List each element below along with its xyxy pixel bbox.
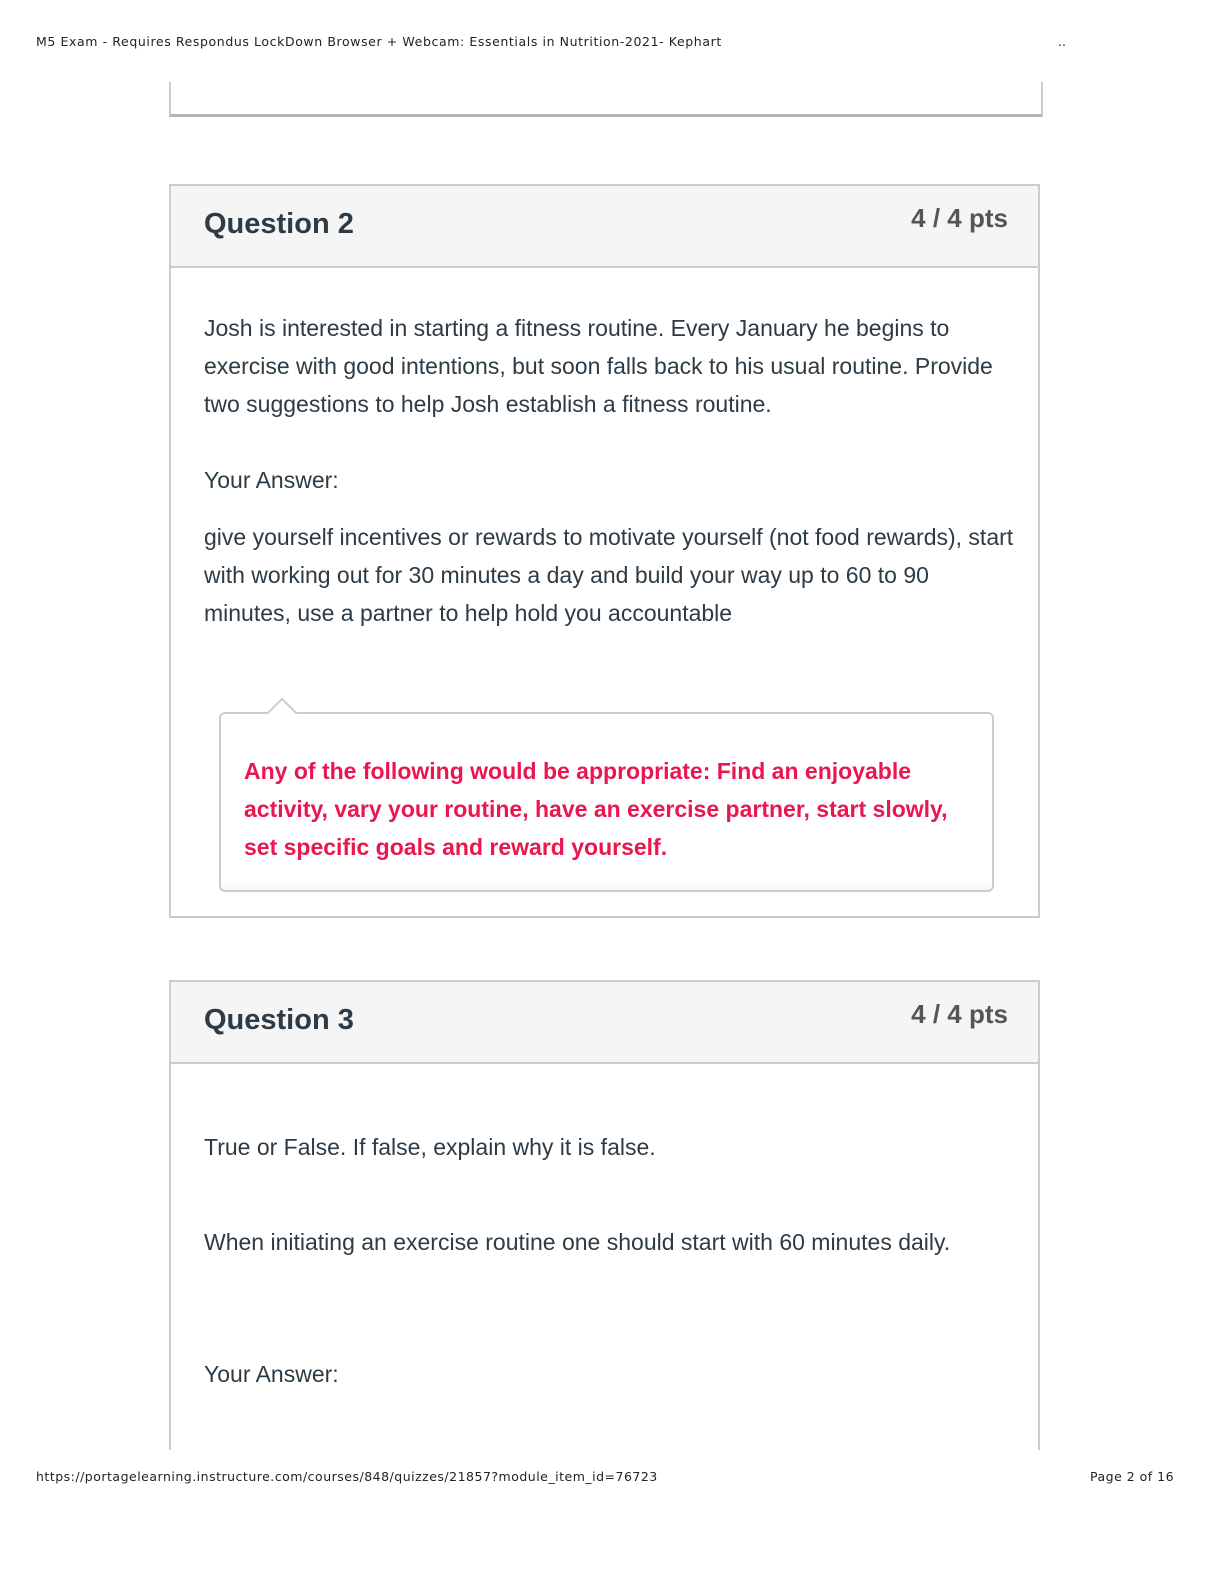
question-title: Question 3 [204,1004,354,1036]
question-prompt: Josh is interested in starting a fitness routine. Every January he begins to exercise with good intentions, but soon falls back to his usual routine. Provide two suggestions to help Josh establish a fitness routine. [204,315,993,417]
question-title: Question 2 [204,208,354,240]
print-header-ellipsis: .. [1058,34,1066,49]
previous-question-box-bottom [169,82,1043,117]
print-footer-url: https://portagelearning.instructure.com/courses/848/quizzes/21857?module_item_id=76723 [36,1469,658,1484]
answer-label: Your Answer: [204,1361,339,1387]
print-footer-page-number: Page 2 of 16 [1090,1469,1175,1484]
question-points: 4 / 4 pts [911,999,1008,1029]
question-points: 4 / 4 pts [911,203,1008,233]
print-header-title: M5 Exam - Requires Respondus LockDown Browser + Webcam: Essentials in Nutrition-2021- Kephart [36,34,722,49]
comment-pointer [266,697,297,728]
student-answer: give yourself incentives or rewards to motivate yourself (not food rewards), start with working out for 30 minutes a day and build your way up to 60 to 90 minutes, use a partner to help hold you accountable [204,524,1014,626]
question-instruction: True or False. If false, explain why it is false. [204,1134,656,1160]
question-statement: When initiating an exercise routine one should start with 60 minutes daily. [204,1229,951,1255]
grader-comment-box [219,712,994,892]
question-card-2 [169,184,1040,918]
question-header [171,982,1038,1064]
answer-label: Your Answer: [204,467,339,493]
question-card-3 [169,980,1040,1450]
grader-comment-text: Any of the following would be appropriate: Find an enjoyable activity, vary your routine, have an exercise partner, start slowly, set specific goals and reward yourself. [244,758,948,860]
question-header [171,186,1038,268]
